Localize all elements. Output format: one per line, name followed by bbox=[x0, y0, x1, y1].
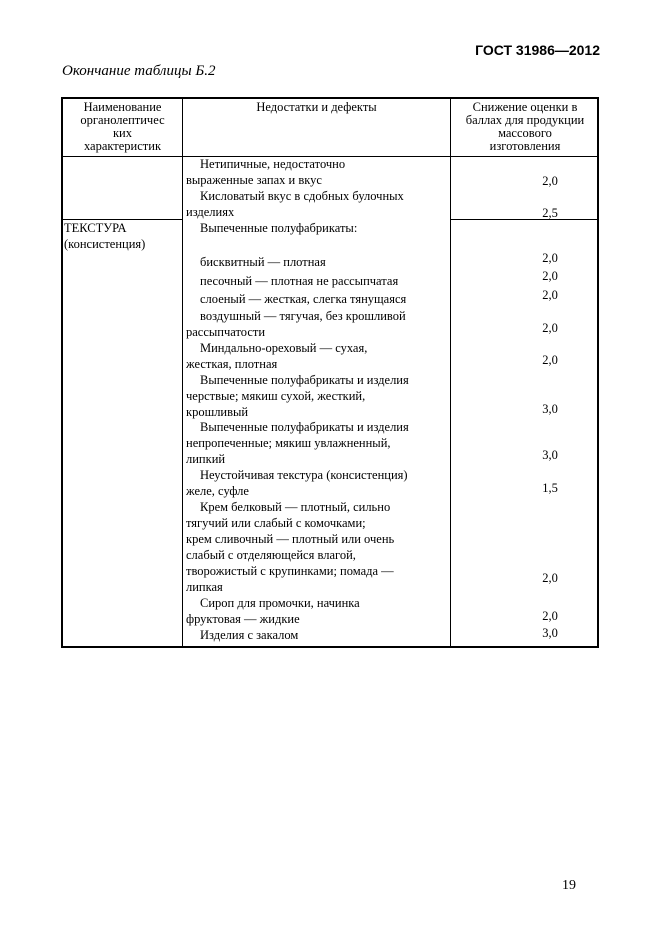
score-value: 2,5 bbox=[542, 206, 558, 220]
header-characteristic bbox=[63, 101, 182, 153]
defect-line: бисквитный — плотная bbox=[200, 255, 326, 269]
score-value: 2,0 bbox=[542, 609, 558, 623]
defect-line: воздушный — тягучая, без крошливой bbox=[200, 309, 406, 323]
defect-line: Сироп для промочки, начинка bbox=[200, 596, 360, 610]
table-caption: Окончание таблицы Б.2 bbox=[62, 63, 216, 79]
defect-line: жесткая, плотная bbox=[186, 357, 278, 371]
defect-line: черствые; мякиш сухой, жесткий, bbox=[186, 389, 366, 403]
score-value: 1,5 bbox=[542, 481, 558, 495]
defect-line: слоеный — жесткая, слегка тянущаяся bbox=[200, 292, 407, 306]
defect-line: Нетипичные, недостаточно bbox=[200, 157, 346, 171]
defect-line: выраженные запах и вкус bbox=[186, 173, 322, 187]
defects-table bbox=[61, 97, 599, 648]
defect-line: Кисловатый вкус в сдобных булочных bbox=[200, 189, 404, 203]
defect-line: творожистый с крупинками; помада — bbox=[186, 564, 394, 578]
header-defects: Недостатки и дефекты bbox=[256, 100, 377, 114]
defect-line: липкий bbox=[186, 452, 226, 466]
defect-line: слабый с отделяющейся влагой, bbox=[186, 548, 356, 562]
standard-number: ГОСТ 31986—2012 bbox=[475, 42, 600, 58]
score-value: 3,0 bbox=[542, 448, 558, 462]
column-divider bbox=[182, 99, 183, 646]
defect-line: Крем белковый — плотный, сильно bbox=[200, 500, 391, 514]
defect-line: желе, суфле bbox=[186, 484, 249, 498]
defect-line: Выпеченные полуфабрикаты: bbox=[200, 221, 358, 235]
score-value: 2,0 bbox=[542, 174, 558, 188]
category-subname: (консистенция) bbox=[64, 237, 146, 251]
defect-line: тягучий или слабый с комочками; bbox=[186, 516, 366, 530]
header-line: ких bbox=[112, 126, 132, 140]
header-line: баллах для продукции bbox=[465, 113, 585, 127]
defect-line: крошливый bbox=[186, 405, 249, 419]
column-divider bbox=[450, 99, 451, 646]
header-score-reduction bbox=[451, 101, 599, 153]
defect-line: крем сливочный — плотный или очень bbox=[186, 532, 395, 546]
score-value: 2,0 bbox=[542, 251, 558, 265]
page-number: 19 bbox=[562, 878, 576, 893]
defect-line: Миндально-ореховый — сухая, bbox=[200, 341, 368, 355]
defect-line: фруктовая — жидкие bbox=[186, 612, 300, 626]
defect-line: Изделия с закалом bbox=[200, 628, 299, 642]
score-value: 2,0 bbox=[542, 321, 558, 335]
score-value: 2,0 bbox=[542, 269, 558, 283]
defect-line: Неустойчивая текстура (консистенция) bbox=[200, 468, 408, 482]
category-name: ТЕКСТУРА bbox=[64, 221, 127, 235]
score-value: 2,0 bbox=[542, 353, 558, 367]
score-value: 3,0 bbox=[542, 626, 558, 640]
defect-line: песочный — плотная не рассыпчатая bbox=[200, 274, 399, 288]
defect-line: изделиях bbox=[186, 205, 235, 219]
header-line: массового bbox=[498, 126, 552, 140]
score-value: 3,0 bbox=[542, 402, 558, 416]
defect-line: рассыпчатости bbox=[186, 325, 266, 339]
header-line: органолептичес bbox=[80, 113, 165, 127]
score-value: 2,0 bbox=[542, 288, 558, 302]
header-line: характеристик bbox=[83, 139, 162, 153]
defect-line: непропеченные; мякиш увлажненный, bbox=[186, 436, 391, 450]
header-line: изготовления bbox=[489, 139, 561, 153]
defect-line: Выпеченные полуфабрикаты и изделия bbox=[200, 420, 409, 434]
score-value: 2,0 bbox=[542, 571, 558, 585]
header-line: Снижение оценки в bbox=[472, 100, 578, 114]
defect-line: липкая bbox=[186, 580, 223, 594]
header-line: Наименование bbox=[83, 100, 162, 114]
defect-line: Выпеченные полуфабрикаты и изделия bbox=[200, 373, 409, 387]
